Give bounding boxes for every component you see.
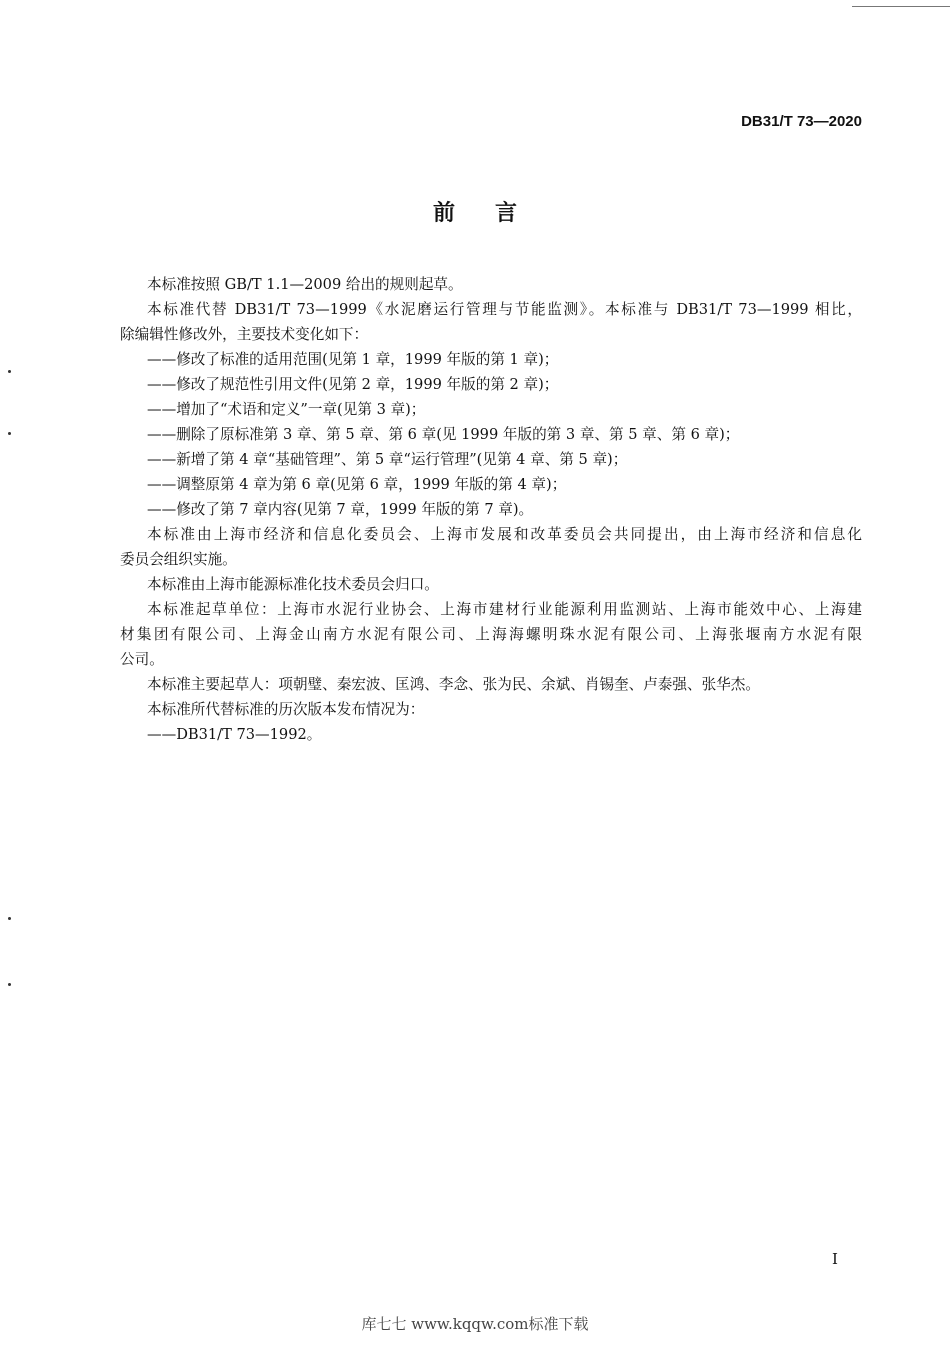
scan-edge-line (852, 6, 950, 7)
paragraph (120, 447, 862, 472)
paragraph-line: ——DB31/T 73—1992。 (147, 726, 322, 743)
document-body (120, 272, 862, 747)
paragraph-line: ——修改了第 7 章内容(见第 7 章，1999 年版的第 7 章)。 (147, 501, 534, 518)
page-title: 前言 (432, 200, 557, 226)
paragraph (120, 722, 862, 747)
paragraph-line: 本标准由上海市经济和信息化委员会、上海市发展和改革委员会共同提出，由上海市经济和信息化 (147, 526, 862, 543)
paragraph-line: ——删除了原标准第 3 章、第 5 章、第 6 章(见 1999 年版的第 3 章、第 5 章、第 6 章)； (147, 426, 740, 443)
paragraph-line: 本标准所代替标准的历次版本发布情况为： (147, 701, 425, 718)
paragraph-line: 除编辑性修改外，主要技术变化如下： (120, 326, 369, 343)
paragraph (120, 572, 862, 597)
scan-dot (8, 370, 11, 373)
paragraph (120, 597, 862, 672)
paragraph (120, 497, 862, 522)
paragraph (120, 672, 862, 697)
paragraph (120, 697, 862, 722)
scan-dot (8, 983, 11, 986)
paragraph-line: 公司。 (120, 651, 164, 668)
paragraph (120, 422, 862, 447)
paragraph (120, 347, 862, 372)
paragraph-line: 本标准由上海市能源标准化技术委员会归口。 (147, 576, 439, 593)
paragraph (120, 272, 862, 297)
paragraph (120, 522, 862, 572)
paragraph-line: ——修改了标准的适用范围(见第 1 章，1999 年版的第 1 章)； (147, 351, 559, 368)
paragraph (120, 397, 862, 422)
paragraph-line: 本标准主要起草人：项朝璧、秦宏波、匡鸿、李念、张为民、余斌、肖锡奎、卢泰强、张华杰。 (147, 676, 760, 693)
footer-watermark: 库七七 www.kqqw.com标准下载 (361, 1315, 589, 1333)
paragraph (120, 297, 862, 347)
scan-dot (8, 432, 11, 435)
paragraph-line: 本标准按照 GB/T 1.1—2009 给出的规则起草。 (147, 276, 463, 293)
paragraph (120, 472, 862, 497)
paragraph-line: 委员会组织实施。 (120, 551, 237, 568)
paragraph-line: ——增加了“术语和定义”一章(见第 3 章)； (147, 401, 426, 418)
paragraph-line: ——调整原第 4 章为第 6 章(见第 6 章，1999 年版的第 4 章)； (147, 476, 567, 493)
document-number: DB31/T 73—2020 (741, 113, 862, 130)
paragraph-line: 材集团有限公司、上海金山南方水泥有限公司、上海海螺明珠水泥有限公司、上海张堰南方水泥有限 (120, 626, 862, 643)
paragraph-line: ——修改了规范性引用文件(见第 2 章，1999 年版的第 2 章)； (147, 376, 559, 393)
paragraph-line: ——新增了第 4 章“基础管理”、第 5 章“运行管理”(见第 4 章、第 5 章)； (147, 451, 628, 468)
paragraph (120, 372, 862, 397)
scan-dot (8, 917, 11, 920)
paragraph-line: 本标准起草单位：上海市水泥行业协会、上海市建材行业能源利用监测站、上海市能效中心、上海建 (147, 601, 862, 618)
paragraph-line: 本标准代替 DB31/T 73—1999《水泥磨运行管理与节能监测》。本标准与 DB31/T 73—1999 相比， (147, 301, 862, 318)
page-number: I (832, 1250, 838, 1268)
